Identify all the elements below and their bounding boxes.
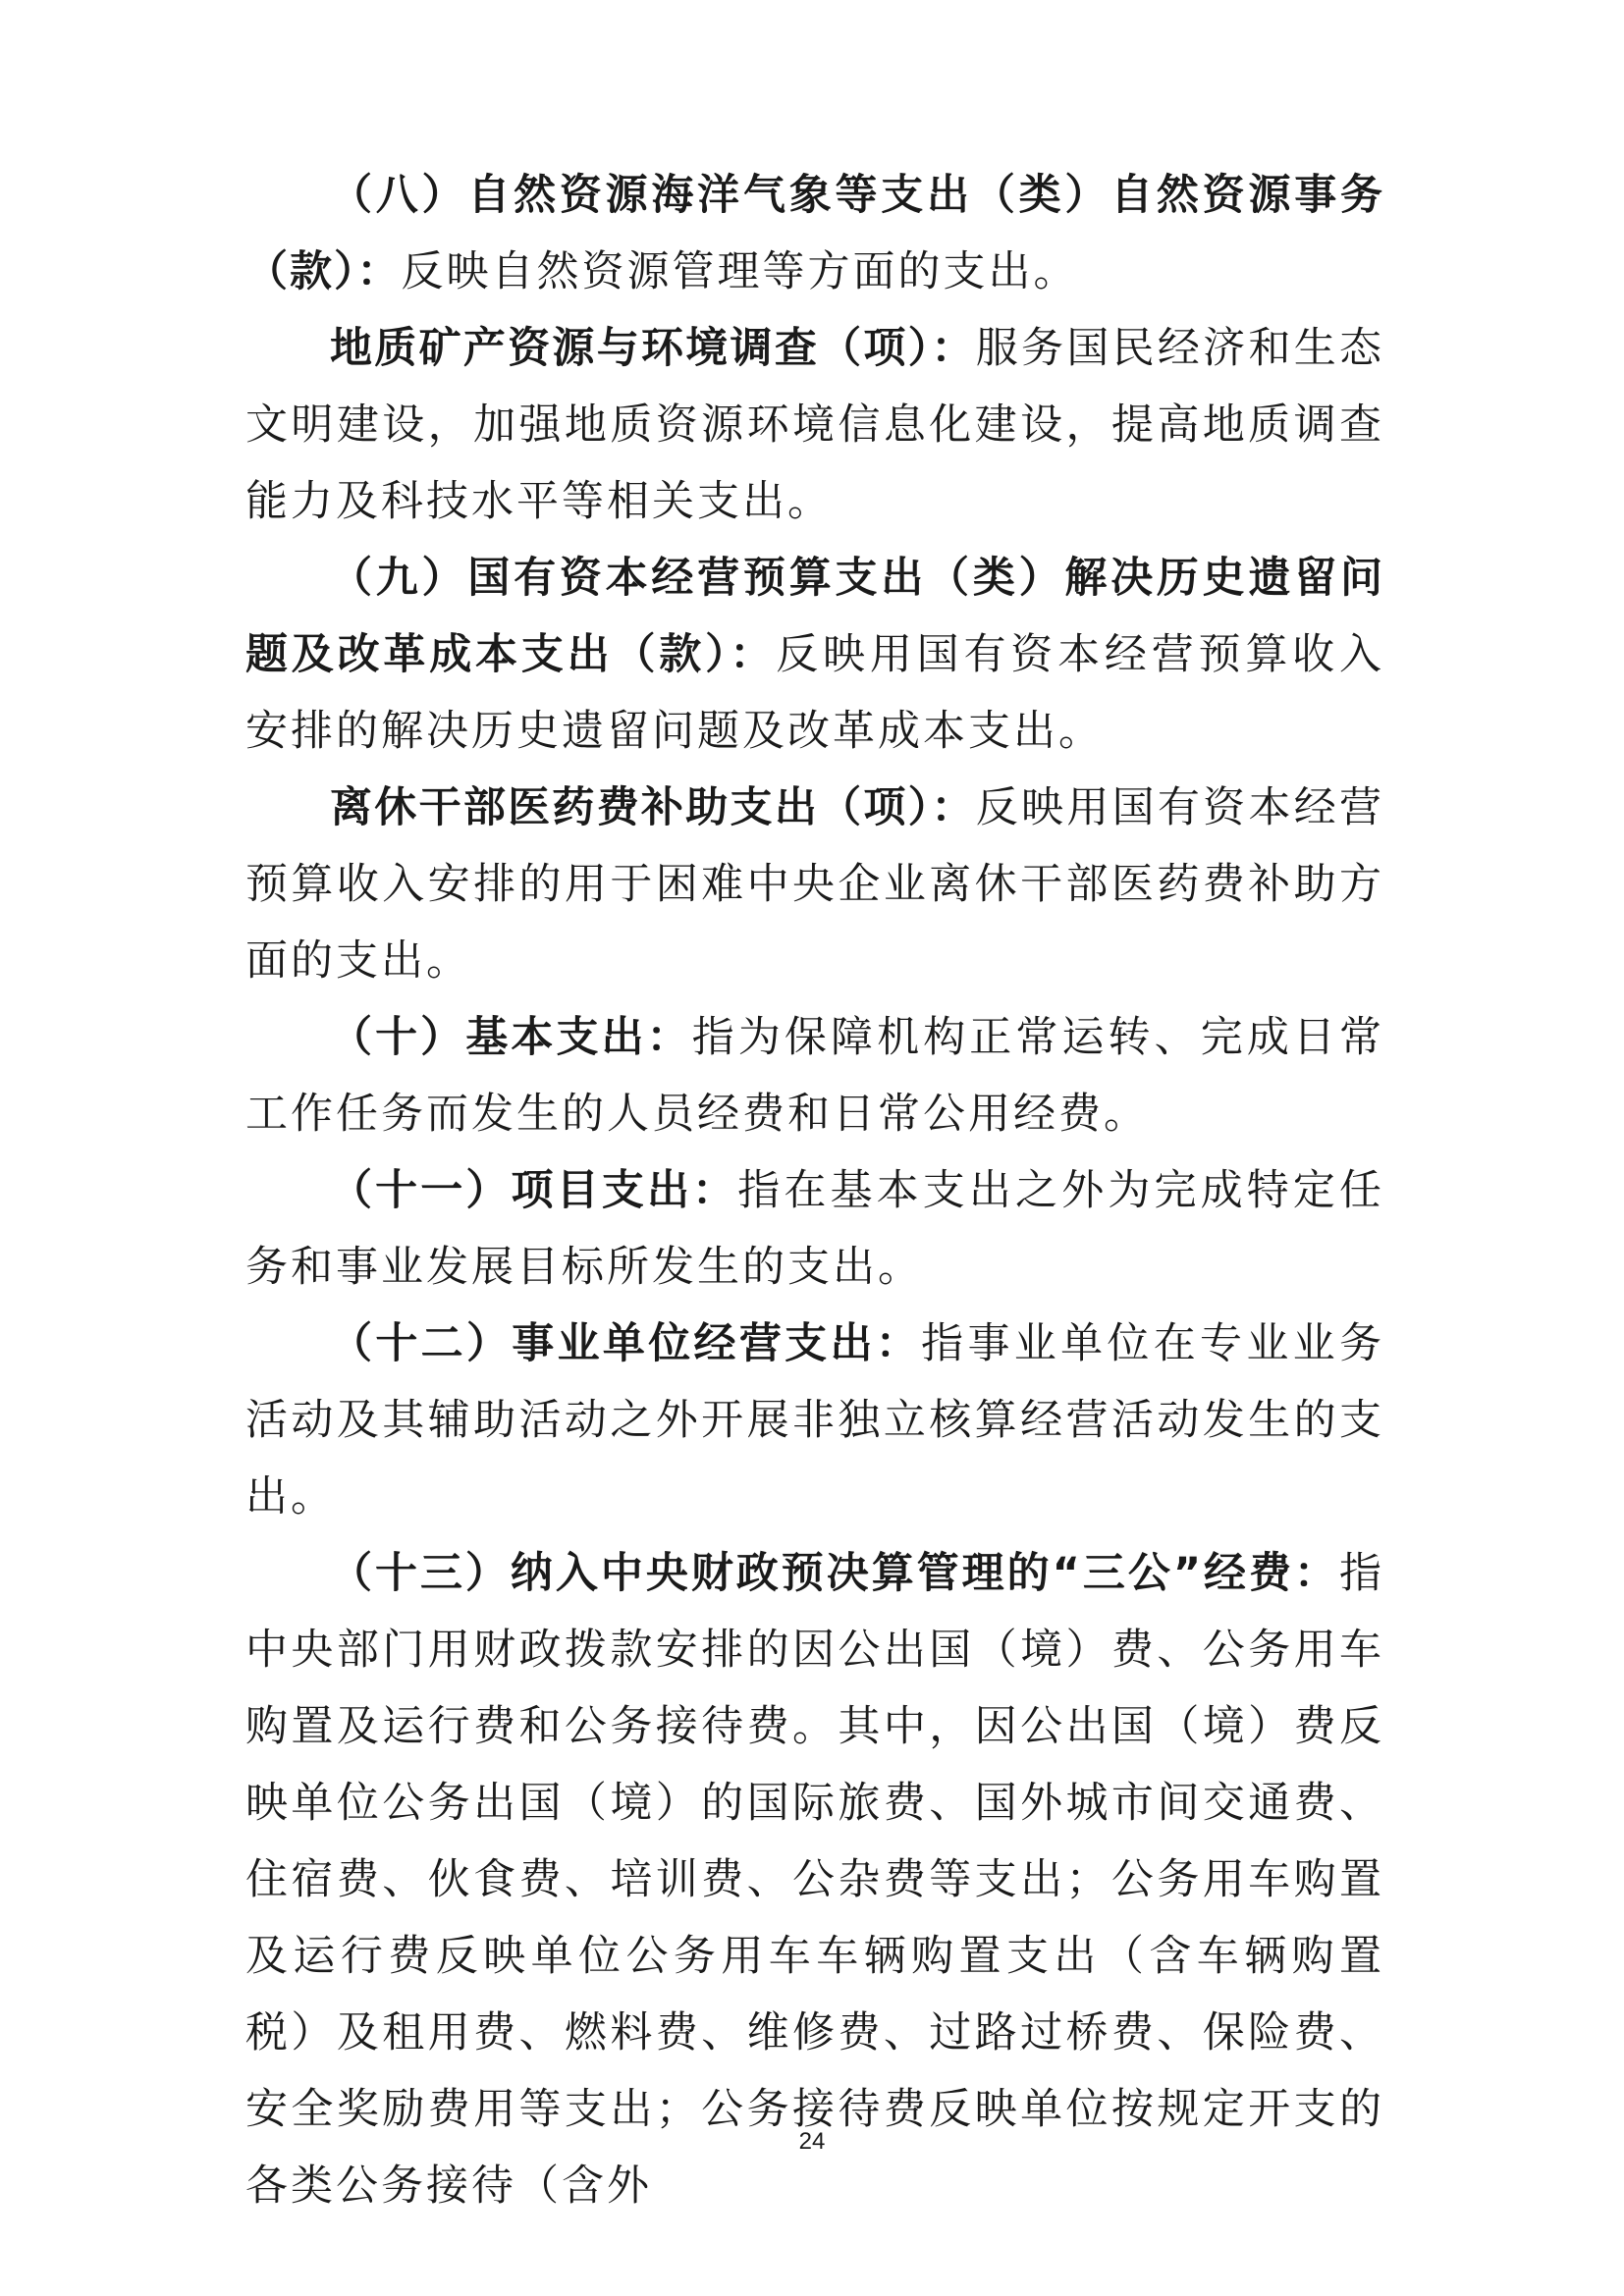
paragraph-heading: （十）基本支出： [330, 1013, 692, 1062]
paragraph-geology-survey [245, 310, 1384, 540]
paragraph-heading: 离休干部医药费补助支出（项）： [330, 783, 976, 832]
paragraph-natural-resources [245, 157, 1384, 310]
paragraph-heading: （十一）项目支出： [330, 1166, 738, 1215]
paragraph-text: 指中央部门用财政拨款安排的因公出国（境）费、公务用车购置及运行费和公务接待费。其中，因公出国（境）费反映单位公务出国（境）的国际旅费、国外城市间交通费、住宿费、伙食费、培训费、公杂费等支出；公务用车购置及运行费反映单位公务用车车辆购置支出（含车辆购置税）及租用费、燃料费、维修费、过路过桥费、保险费、安全奖励费用等支出；公务接待费反映单位按规定开支的各类公务接待（含外 [245, 1549, 1384, 2211]
paragraph-text: 反映自然资源管理等方面的支出。 [401, 247, 1079, 296]
document-body [245, 157, 1384, 2224]
paragraph-text: 指为保障机构正常运转、完成日常工作任务而发生的人员经费和日常公用经费。 [245, 1013, 1385, 1139]
page-number: 24 [798, 2128, 826, 2155]
paragraph-three-public-expenses [245, 1535, 1384, 2224]
paragraph-project-expenditure [245, 1152, 1384, 1306]
paragraph-text: 服务国民经济和生态文明建设，加强地质资源环境信息化建设，提高地质调查能力及科技水平等相关支出。 [245, 324, 1385, 526]
paragraph-text: 指事业单位在专业业务活动及其辅助活动之外开展非独立核算经营活动发生的支出。 [245, 1319, 1385, 1522]
paragraph-state-capital [245, 540, 1384, 770]
paragraph-heading: （十三）纳入中央财政预决算管理的“三公”经费： [330, 1549, 1339, 1598]
paragraph-text: 指在基本支出之外为完成特定任务和事业发展目标所发生的支出。 [245, 1166, 1385, 1292]
paragraph-basic-expenditure [245, 999, 1384, 1152]
paragraph-retired-cadres [245, 770, 1384, 999]
paragraph-heading: （十二）事业单位经营支出： [330, 1319, 922, 1368]
paragraph-heading: 地质矿产资源与环境调查（项）： [330, 324, 976, 373]
paragraph-business-expenditure [245, 1306, 1384, 1535]
paragraph-text: 反映用国有资本经营预算收入安排的用于困难中央企业离休干部医药费补助方面的支出。 [245, 783, 1385, 986]
paragraph-text: 反映用国有资本经营预算收入安排的解决历史遗留问题及改革成本支出。 [245, 630, 1384, 756]
paragraph-heading: （八）自然资源海洋气象等支出（类）自然资源事务（款）： [245, 171, 1384, 296]
paragraph-heading: （九）国有资本经营预算支出（类）解决历史遗留问题及改革成本支出（款）： [245, 554, 1384, 679]
